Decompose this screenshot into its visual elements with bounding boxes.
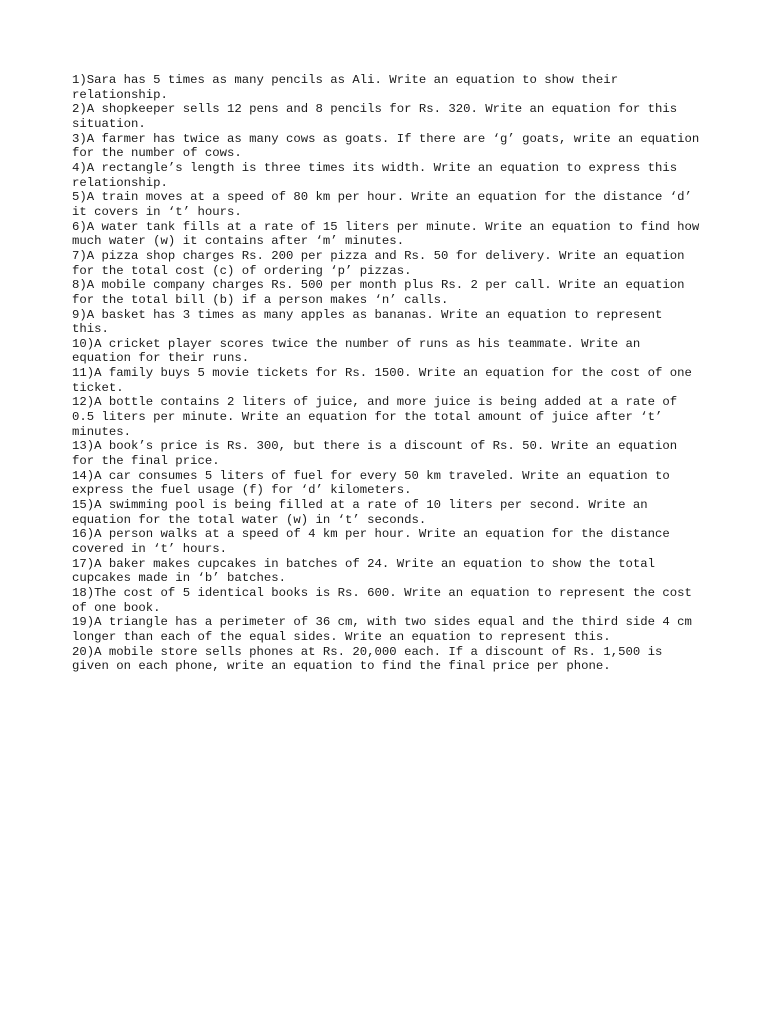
- question-item: 19)A triangle has a perimeter of 36 cm, with two sides equal and the third side 4 cm longer than each of the equal sides. Write an equation to represent this.: [72, 615, 692, 644]
- question-item: 12)A bottle contains 2 liters of juice, and more juice is being added at a rate of 0.5 liters per minute. Write an equation for the total amount of juice after ‘t’ minutes.: [72, 395, 678, 439]
- question-item: 4)A rectangle’s length is three times its width. Write an equation to express this relationship.: [72, 160, 678, 190]
- question-item: 9)A basket has 3 times as many apples as bananas. Write an equation to represent this.: [72, 307, 663, 337]
- question-item: 10)A cricket player scores twice the number of runs as his teammate. Write an equation for their runs.: [72, 336, 641, 366]
- question-item: 16)A person walks at a speed of 4 km per hour. Write an equation for the distance covered in ‘t’ hours.: [72, 527, 670, 556]
- question-list: [72, 73, 702, 674]
- question-item: 13)A book’s price is Rs. 300, but there is a discount of Rs. 50. Write an equation for the final price.: [72, 439, 678, 469]
- question-item: 3)A farmer has twice as many cows as goats. If there are ‘g’ goats, write an equation for the number of cows.: [72, 131, 700, 161]
- question-item: 20)A mobile store sells phones at Rs. 20,000 each. If a discount of Rs. 1,500 is given on each phone, write an equation to find the final price per phone.: [72, 644, 663, 674]
- question-item: 11)A family buys 5 movie tickets for Rs. 1500. Write an equation for the cost of one ticket.: [72, 366, 692, 395]
- question-item: 18)The cost of 5 identical books is Rs. 600. Write an equation to represent the cost of one book.: [72, 585, 692, 615]
- question-item: 8)A mobile company charges Rs. 500 per month plus Rs. 2 per call. Write an equation for the total bill (b) if a person makes ‘n’ calls.: [72, 278, 685, 307]
- question-item: 17)A baker makes cupcakes in batches of 24. Write an equation to show the total cupcakes made in ‘b’ batches.: [72, 556, 655, 586]
- question-item: 5)A train moves at a speed of 80 km per hour. Write an equation for the distance ‘d’ it covers in ‘t’ hours.: [72, 190, 692, 219]
- question-item: 7)A pizza shop charges Rs. 200 per pizza and Rs. 50 for delivery. Write an equation for the total cost (c) of ordering ‘p’ pizzas.: [72, 248, 685, 278]
- question-item: 15)A swimming pool is being filled at a rate of 10 liters per second. Write an equation for the total water (w) in ‘t’ seconds.: [72, 498, 648, 527]
- question-item: 6)A water tank fills at a rate of 15 liters per minute. Write an equation to find how much water (w) it contains after ‘m’ minutes.: [72, 219, 700, 249]
- question-item: 1)Sara has 5 times as many pencils as Ali. Write an equation to show their relationship.: [72, 73, 619, 102]
- question-item: 14)A car consumes 5 liters of fuel for every 50 km traveled. Write an equation to express the fuel usage (f) for ‘d’ kilometers.: [72, 468, 670, 498]
- question-item: 2)A shopkeeper sells 12 pens and 8 pencils for Rs. 320. Write an equation for this situation.: [72, 102, 678, 131]
